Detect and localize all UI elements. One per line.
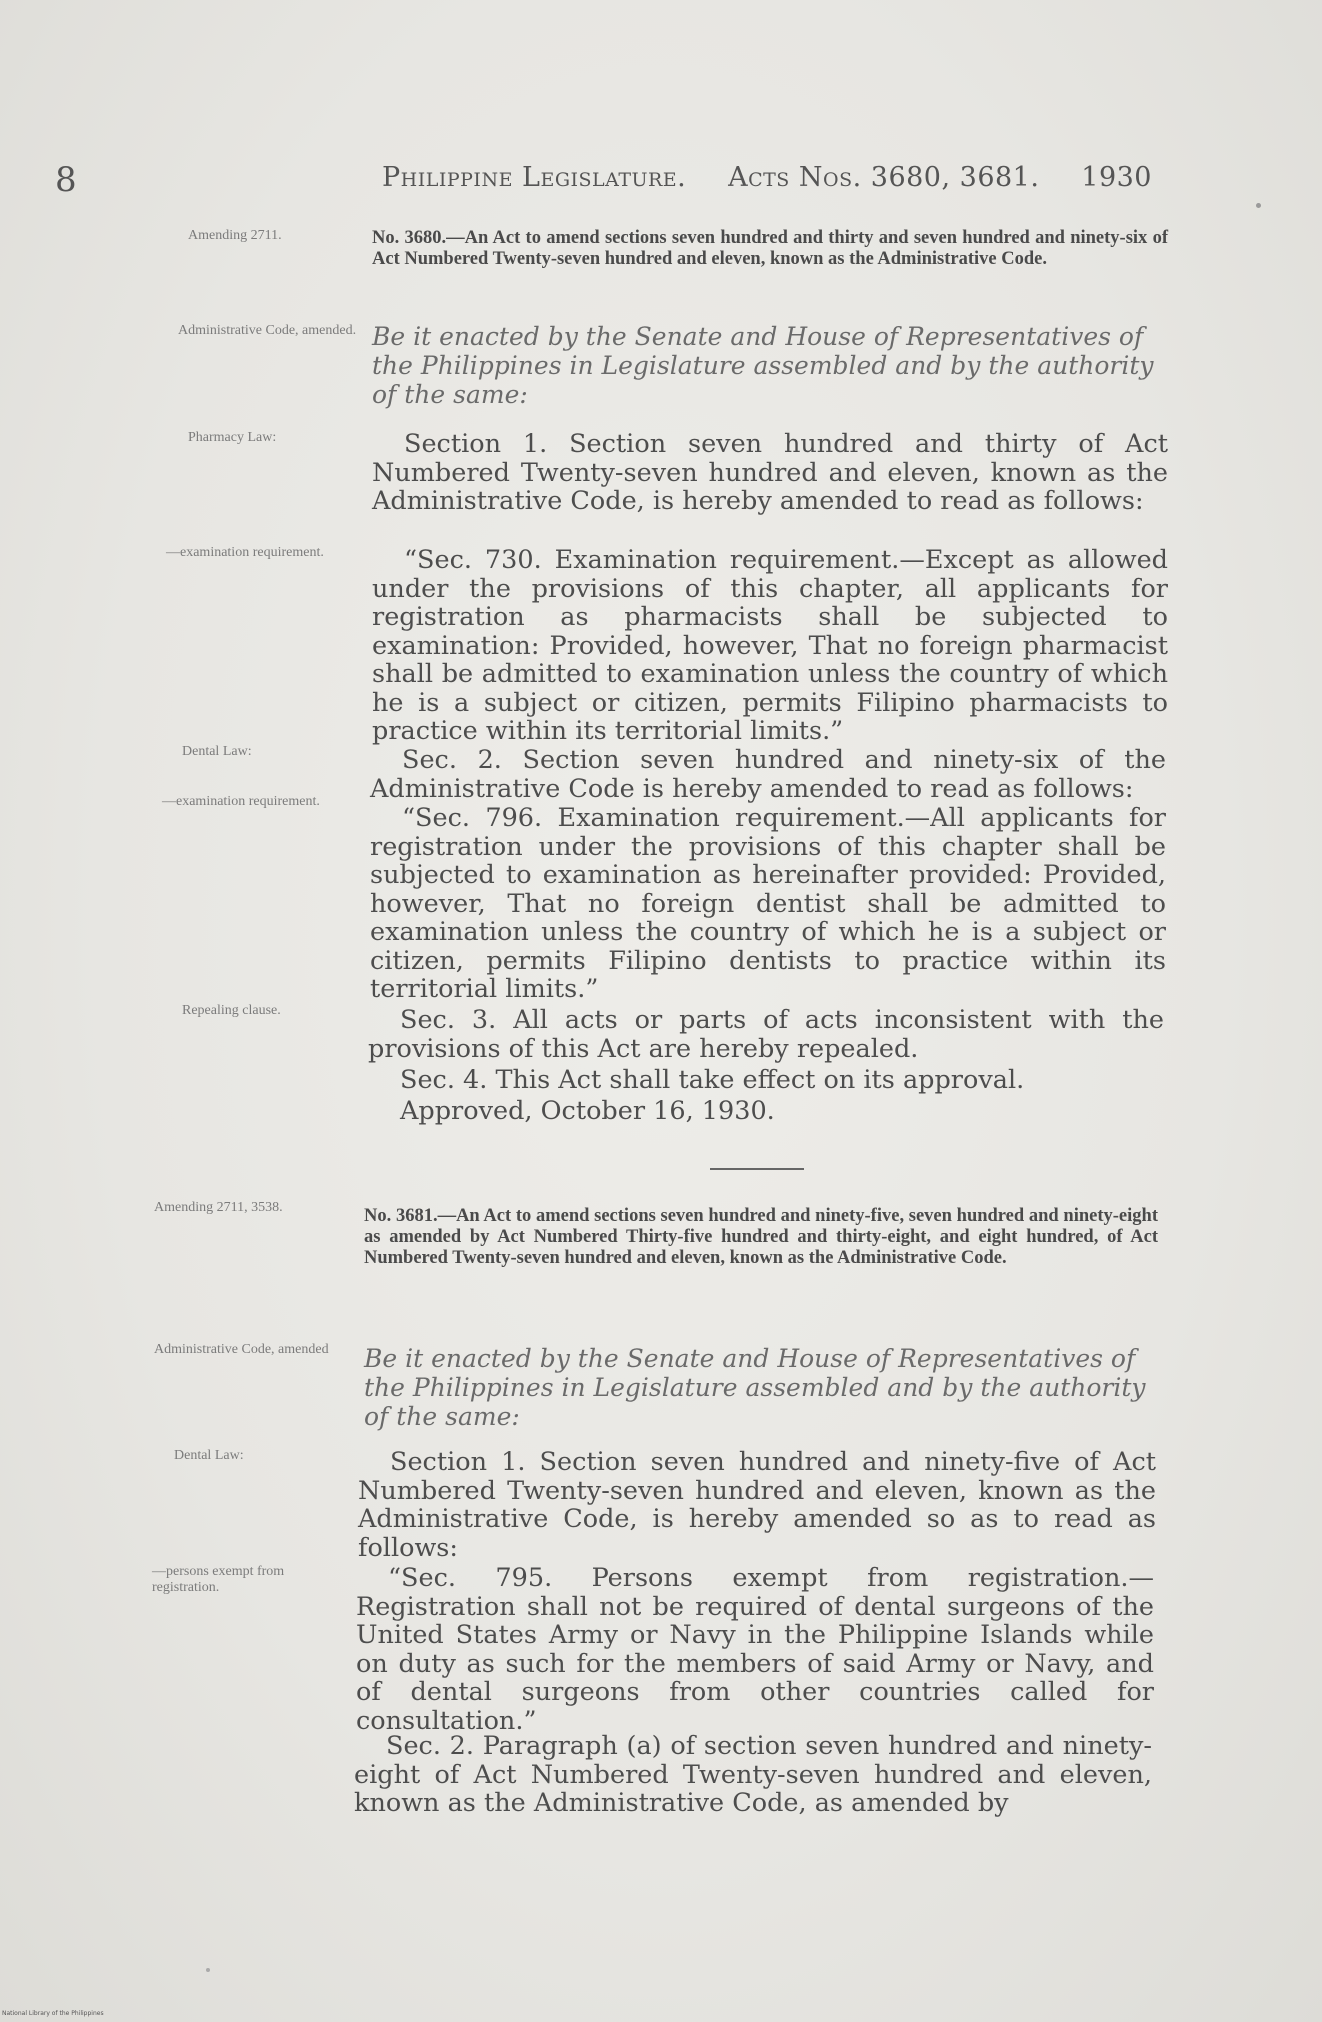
act-3681-title-text: No. 3681.—An Act to amend sections seven hundred and ninety-five, seven hundred and ninety-eight as amended by Act Numbered Thirty-five hundred and thirty-eight, and eight hundred, of Act Numbered Twenty-seven hundred and eleven, known as the Administrative Code.: [364, 1206, 1158, 1268]
running-header: [0, 160, 1322, 200]
act-3680-sec-796: “Sec. 796. Examination requirement.—All applicants for registration under the provisions of this chapter shall be subjected to examination as hereinafter provided: Provided, however, That no foreign dentist shall be admitted to examination unless the country of which he is a subject or citizen, permits Filipino dentists to practice within its territorial limits.”: [370, 803, 1166, 1004]
margin-note-repealing: Repealing clause.: [182, 1003, 281, 1018]
margin-note-amending-3681: Amending 2711, 3538.: [154, 1200, 283, 1215]
enacting-text: Be it enacted by the Senate and House of Representatives of the Philippines in Legislature assembled and by the authority of the same:: [372, 322, 1154, 409]
act-3681-enacting-clause: [364, 1344, 1158, 1431]
page-number: 8: [55, 160, 77, 200]
margin-note-examination: —examination requirement.: [166, 545, 324, 560]
margin-note-persons-exempt: —persons exempt from registration.: [152, 1564, 285, 1595]
act-3680-sec-730: “Sec. 730. Examination requirement.—Except as allowed under the provisions of this chapter, all applicants for registration as pharmacists shall be subjected to examination: Provided, however, That no foreign pharmacist shall be admitted to examination unless the country of which he is a subject or citizen, permits Filipino pharmacists to practice within its territorial limits.”: [372, 545, 1168, 746]
act-3680-title: [372, 228, 1168, 270]
enacting-text-3681: Be it enacted by the Senate and House of Representatives of the Philippines in Legislature assembled and by the authority of the same:: [364, 1344, 1146, 1431]
act-3680-approved: Approved, October 16, 1930.: [400, 1096, 775, 1126]
margin-note-dental-3681: Dental Law:: [174, 1448, 244, 1463]
act-3681-section-1: Section 1. Section seven hundred and ninety-five of Act Numbered Twenty-seven hundred and eleven, known as the Administrative Code, is hereby amended so as to read as follows:: [358, 1447, 1156, 1563]
act-3680-section-4: Sec. 4. This Act shall take effect on its approval.: [400, 1065, 1025, 1095]
act-3681-sec-795: “Sec. 795. Persons exempt from registration.—Registration shall not be required of dental surgeons of the United States Army or Navy in the Philippine Islands while on duty as such for the members of said Army or Navy, and of dental surgeons from other countries called for consultation.”: [356, 1563, 1154, 1736]
margin-note-pharmacy: Pharmacy Law:: [188, 430, 277, 445]
header-year: 1930: [1081, 162, 1152, 193]
margin-note-examination-2: —examination requirement.: [162, 794, 320, 809]
act-3680-section-1: Section 1. Section seven hundred and thirty of Act Numbered Twenty-seven hundred and eleven, known as the Administrative Code, is hereby amended to read as follows:: [372, 429, 1168, 516]
acts-numbers: Acts Nos. 3680, 3681.: [728, 162, 1040, 193]
act-3680-section-3: Sec. 3. All acts or parts of acts inconsistent with the provisions of this Act are hereby repealed.: [368, 1005, 1164, 1064]
margin-note-dental: Dental Law:: [182, 744, 252, 759]
section-divider: [710, 1168, 804, 1170]
margin-note-admin-code: Administrative Code, amended.: [178, 323, 357, 338]
act-3680-title-text: No. 3680.—An Act to amend sections seven hundred and thirty and seven hundred and ninety-six of Act Numbered Twenty-seven hundred and eleven, known as the Administrative Code.: [372, 228, 1168, 269]
act-3681-section-2: Sec. 2. Paragraph (a) of section seven hundred and ninety-eight of Act Numbered Twenty-seven hundred and eleven, known as the Administrative Code, as amended by: [354, 1731, 1152, 1818]
act-3681-title: [364, 1206, 1158, 1269]
margin-note-amending: Amending 2711.: [188, 228, 282, 243]
paper-speck: [206, 1968, 210, 1972]
margin-note-admin-code-3681: Administrative Code, amended: [154, 1342, 329, 1357]
act-3680-enacting-clause: [372, 322, 1168, 409]
running-head: [382, 162, 1152, 193]
footer-credit: National Library of the Philippines: [2, 2010, 104, 2017]
legislature-title: Philippine Legislature.: [382, 162, 687, 193]
act-3680-section-2: Sec. 2. Section seven hundred and ninety-six of the Administrative Code is hereby amended to read as follows:: [370, 745, 1166, 804]
paper-speck: [1256, 203, 1261, 208]
